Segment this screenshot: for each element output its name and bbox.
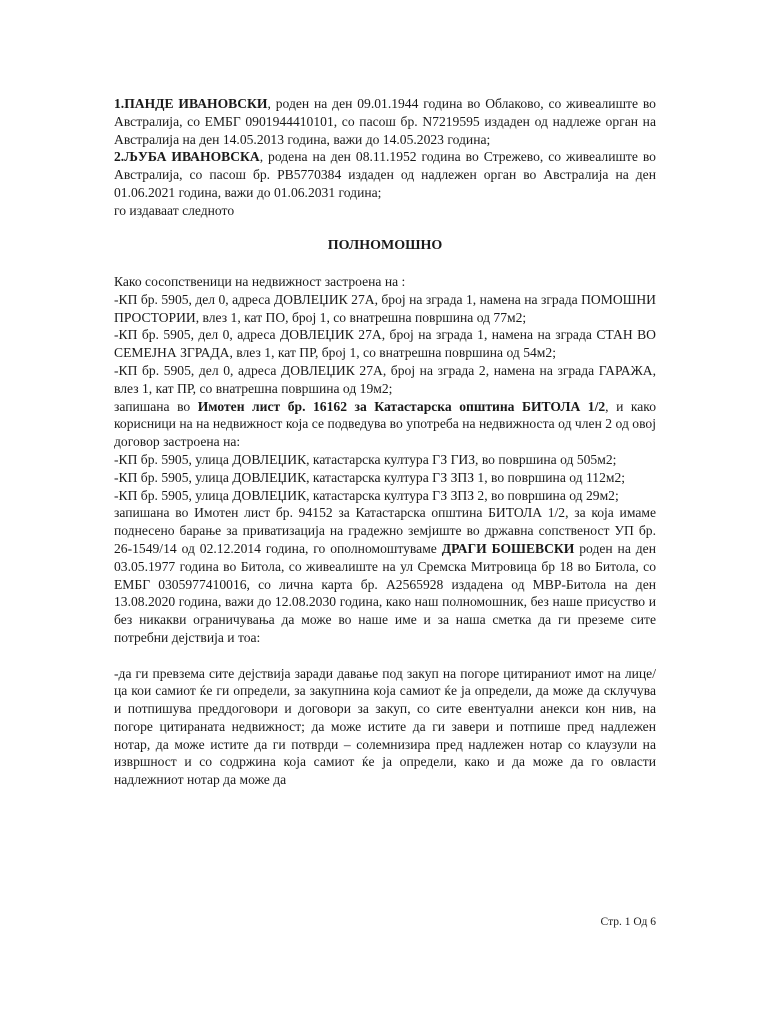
- action-paragraph: -да ги превзема сите дејствија заради давање под закуп на погоре цитираниот имот на лице/ца кои самиот ќе ги определи, за закупнина која самиот ќе ја определи, да може да склучува и потпишува преддоговори и договори за закуп, со сите евентуални анекси кон нив, на погоре цитираната недвижност; да може истите да ги завери и потпише пред надлежен нотар, да може истите да ги потврди – солемнизира пред надлежен нотар со клаузули на извршност и со содржина која самиот ќе ја определи, како и да може да го овласти надлежниот нотар да може да: [114, 665, 656, 788]
- recorded-bold: Имотен лист бр. 16162 за Катастарска општина БИТОЛА 1/2: [197, 398, 606, 414]
- attorney-name: ДРАГИ БОШЕВСКИ: [441, 540, 575, 556]
- parcel-item: -КП бр. 5905, улица ДОВЛЕЏИК, катастарска култура ГЗ ГИЗ, во површина од 505м2;: [114, 451, 617, 467]
- document-body: [114, 95, 656, 789]
- property-item: -КП бр. 5905, дел 0, адреса ДОВЛЕЏИК 27А, број на зграда 1, намена на зграда СТАН ВО СЕМЕЈНА ЗГРАДА, влез 1, кат ПР, број 1, со внатрешна површина од 54м2;: [114, 327, 656, 361]
- recorded-suffix: , и како корисници на на недвижност која се подведува во употреба на недвижноста од член 2 од овој договор застроена на:: [114, 398, 656, 450]
- authorization-prefix: запишана во Имотен лист бр. 94152 за Катастарска општина БИТОЛА 1/2, за која имаме поднесено барање за приватизација на градежно земјиште во државна сопственост УП бр. 26-1549/14 од 02.12.2014 година, го ополномоштуваме: [114, 505, 656, 556]
- principal-1-details: , роден на ден 09.01.1944 година во Облаково, со живеалиште во Австралија, со ЕМБГ 0901944410101, со пасош бр. N7219595 издаден од надлеже орган на Австралија на ден 14.05.2013 година, важи до 14.05.2023 година;: [114, 96, 656, 147]
- recorded-paragraph: [114, 398, 656, 451]
- property-item: -КП бр. 5905, дел 0, адреса ДОВЛЕЏИК 27А, број на зграда 1, намена на зграда ПОМОШНИ ПРОСТОРИИ, влез 1, кат ПО, број 1, со внатрешна површина од 77м2;: [114, 291, 656, 325]
- parcel-item: -КП бр. 5905, улица ДОВЛЕЏИК, катастарска култура ГЗ ЗПЗ 1, во површина од 112м2;: [114, 469, 626, 485]
- issue-line: го издаваат следното: [114, 202, 235, 218]
- principal-1: [114, 95, 656, 148]
- principal-1-name: ПАНДЕ ИВАНОВСКИ: [124, 96, 268, 111]
- principal-2-details: , родена на ден 08.11.1952 година во Стрежево, со живеалиште во Австралија, со пасош бр. PB5770384 издаден од надлежен орган во Австралија на ден 01.06.2021 година, важи до 01.06.2031 година;: [114, 149, 656, 200]
- spacer: [114, 255, 656, 273]
- property-item: -КП бр. 5905, дел 0, адреса ДОВЛЕЏИК 27А, број на зграда 2, намена на зграда ГАРАЖА, влез 1, кат ПР, со внатрешна површина од 19м2;: [114, 362, 656, 396]
- recorded-prefix: запишана во: [114, 398, 198, 414]
- document-title: ПОЛНОМОШНО: [327, 238, 443, 254]
- spacer: [114, 647, 656, 665]
- spacer: [114, 220, 656, 238]
- parcel-item: -КП бр. 5905, улица ДОВЛЕЏИК, катастарска култура ГЗ ЗПЗ 2, во површина од 29м2;: [114, 487, 619, 503]
- principal-2: [114, 148, 656, 201]
- principal-2-number: 2.: [114, 149, 125, 165]
- intro-line: Како сосопственици на недвижност застроена на :: [114, 273, 406, 289]
- principal-1-number: 1.: [114, 96, 125, 111]
- page-number: Стр. 1 Од 6: [600, 916, 656, 928]
- authorization-paragraph: [114, 504, 656, 646]
- principal-2-name: ЉУБА ИВАНОВСКА: [124, 149, 260, 165]
- authorization-suffix: роден на ден 03.05.1977 година во Битола, со живеалиште на ул Сремска Митровица бр 18 во Битола, со ЕМБГ 0305977410016, со лична карта бр. А2565928 издадена од МВР-Битола на ден 13.08.2020 година, важи до 12.08.2030 година, како наш полномошник, без наше присуство и без никакви ограничувања да може во наше име и за наша сметка да ги преземе сите потребни дејствија и тоа:: [114, 540, 656, 645]
